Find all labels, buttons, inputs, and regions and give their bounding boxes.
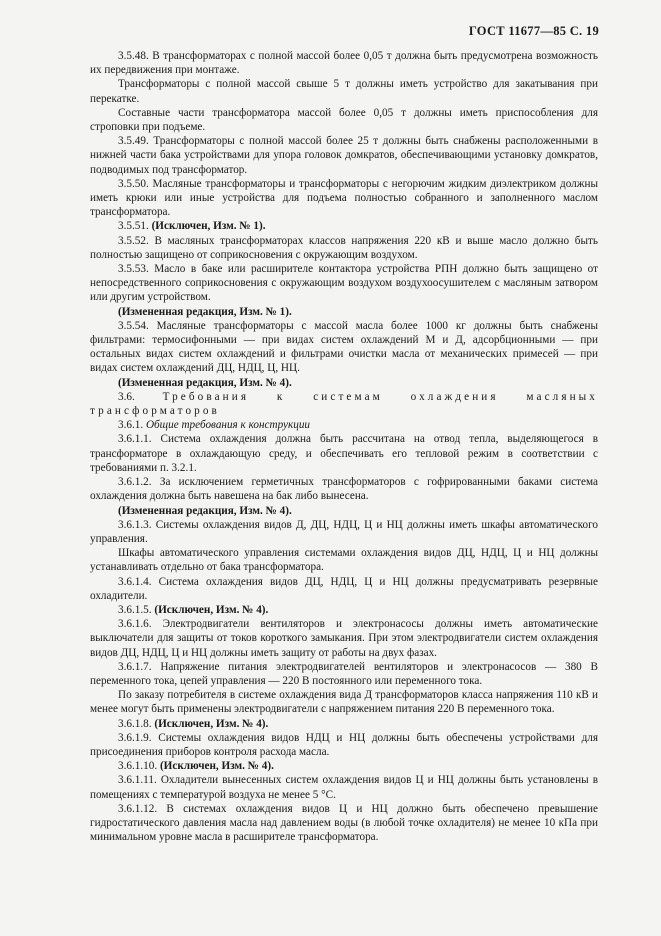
paragraph: По заказу потребителя в системе охлаждения вида Д трансформаторов класса напряжения 110 кВ и менее могут быть применены электродвигатели с напряжением питания 220 В переменного тока.	[90, 689, 598, 716]
amendment-note: (Измененная редакция, Изм. № 1).	[118, 305, 292, 318]
amendment-note: (Измененная редакция, Изм. № 4).	[118, 376, 292, 389]
paragraph: Трансформаторы с полной массой свыше 5 т должны иметь устройство для закатывания при перекатке.	[90, 78, 598, 105]
clause-number: 3.6.1.10.	[118, 760, 158, 773]
section-number: 3.6.	[118, 390, 135, 403]
paragraph	[90, 219, 598, 233]
paragraph: Составные части трансформатора массой более 0,05 т должны иметь приспособления для строповки при подъеме.	[90, 106, 598, 134]
paragraph: 3.5.48. В трансформаторах с полной массой более 0,05 т должна быть предусмотрена возможность их передвижения при монтаже.	[90, 50, 598, 77]
paragraph: 3.6.1.4. Система охлаждения видов ДЦ, НДЦ, Ц и НЦ должны предусматривать резервные охладители.	[90, 575, 598, 602]
paragraph: 3.6.1.7. Напряжение питания электродвигателей вентиляторов и электронасосов — 380 В переменного тока, цепей управления — 220 В постоянного или переменного тока.	[90, 660, 598, 687]
section-title: Требования к системам охлаждения масляных трансформаторов	[90, 390, 598, 418]
page-header: ГОСТ 11677—85 С. 19	[468, 24, 599, 38]
paragraph: 3.6.1.2. За исключением герметичных трансформаторов с гофрированными баками система охлаждения должна быть навешена на бак либо вынесена.	[90, 476, 598, 503]
subsection-heading	[90, 418, 598, 432]
amendment-note: (Исключен, Изм. № 4).	[154, 717, 269, 730]
amendment-note: (Измененная редакция, Изм. № 4).	[118, 504, 292, 517]
amendment-note: (Исключен, Изм. № 4).	[154, 603, 269, 616]
paragraph	[90, 759, 598, 773]
paragraph: 3.5.54. Масляные трансформаторы с массой масла более 1000 кг должны быть снабжены фильтрами: термосифонными — при видах систем охлаждений М и Д, адсорбционными — при остальных видах систем охлаждений и фильтрами очистки масла от механических примесей — при видах систем охлаждений ДЦ, НДЦ, Ц, НЦ.	[90, 319, 598, 375]
paragraph: 3.6.1.9. Системы охлаждения видов НДЦ и НЦ должны быть обеспечены устройствами для присоединения приборов контроля расхода масла.	[90, 731, 598, 758]
paragraph: 3.5.50. Масляные трансформаторы и трансформаторы с негорючим жидким диэлектриком должны иметь крюки или иные устройства для подъема полностью собранного и заполненного маслом трансформатора.	[90, 177, 598, 219]
paragraph: 3.5.49. Трансформаторы с полной массой более 25 т должны быть снабжены расположенными в нижней части бака устройствами для упора головок домкратов, обеспечивающими установку домкратов, подводимых под трансформатор.	[90, 135, 598, 176]
clause-number: 3.5.51.	[118, 220, 149, 233]
paragraph: Шкафы автоматического управления системами охлаждения видов ДЦ, НДЦ, Ц и НЦ должны устанавливать отдельно от бака трансформатора.	[90, 547, 598, 574]
paragraph	[90, 603, 598, 617]
clause-number: 3.6.1.8.	[118, 717, 152, 730]
clause-number: 3.6.1.5.	[118, 603, 152, 616]
paragraph	[90, 717, 598, 731]
section-heading	[90, 390, 598, 418]
paragraph: 3.6.1.12. В системах охлаждения видов Ц и НЦ должно быть обеспечено превышение гидростатического давления масла над давлением воды (в любой точке охладителя) не менее 10 кПа при минимальном уровне масла в расширителе трансформатора.	[90, 802, 598, 844]
paragraph: 3.6.1.3. Системы охлаждения видов Д, ДЦ, НДЦ, Ц и НЦ должны иметь шкафы автоматического управления.	[90, 518, 598, 545]
paragraph: 3.6.1.6. Электродвигатели вентиляторов и электронасосы должны иметь автоматические выключатели для защиты от токов короткого замыкания. При этом электродвигатели систем охлаждения видов ДЦ, НДЦ, Ц и НЦ должны иметь защиту от работы на двух фазах.	[90, 618, 598, 659]
paragraph: 3.6.1.1. Система охлаждения должна быть рассчитана на отвод тепла, выделяющегося в трансформаторе в охлаждающую среду, и обеспечивать его тепловой режим в соответствии с требованиями п. 3.2.1.	[90, 433, 598, 474]
paragraph: 3.5.52. В масляных трансформаторах классов напряжения 220 кВ и выше масло должно быть полностью защищено от соприкосновения с окружающим воздухом.	[90, 234, 598, 261]
subsection-title: Общие требования к конструкции	[145, 419, 311, 432]
document-body	[90, 49, 598, 844]
paragraph: 3.5.53. Масло в баке или расширителе контактора устройства РПН должно быть защищено от непосредственного соприкосновения с окружающим воздухом воздухоосушителем с масляным затвором или другим устройством.	[90, 263, 598, 304]
amendment-note: (Исключен, Изм. № 1).	[151, 220, 266, 233]
paragraph: 3.6.1.11. Охладители вынесенных систем охлаждения видов Ц и НЦ должны быть установлены в помещениях с температурой воздуха не менее 5 °С.	[90, 774, 598, 801]
clause-number: 3.6.1.	[118, 419, 144, 432]
amendment-note: (Исключен, Изм. № 4).	[159, 760, 274, 773]
